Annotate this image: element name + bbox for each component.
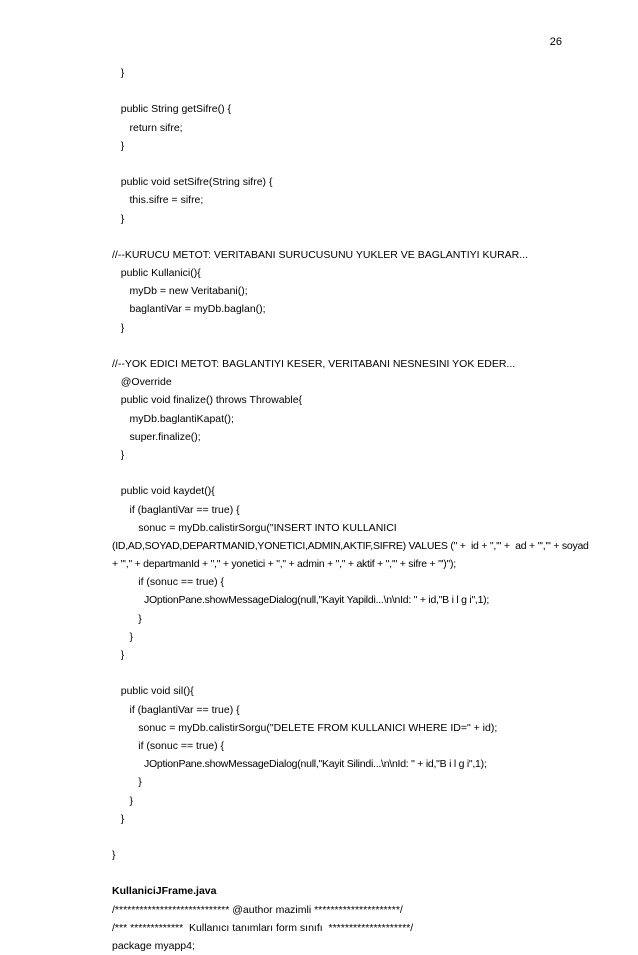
code-line: @Override bbox=[112, 376, 172, 389]
code-line: } bbox=[112, 612, 142, 625]
blank-line bbox=[112, 664, 582, 682]
code-line: public void setSifre(String sifre) { bbox=[112, 176, 273, 189]
code-listing bbox=[112, 64, 589, 955]
code-line: return sifre; bbox=[112, 121, 183, 134]
code-line: //--KURUCU METOT: VERITABANI SURUCUSUNU YUKLER VE BAGLANTIYI KURAR... bbox=[112, 248, 528, 261]
code-line: } bbox=[112, 812, 125, 825]
blank-line bbox=[112, 864, 582, 882]
code-line: } bbox=[112, 849, 116, 862]
code-line: + "'," + departmanId + "," + yonetici + "," + admin + "," + aktif + ",'" + sifre + "')"); bbox=[112, 558, 456, 571]
code-line: baglantiVar = myDb.baglan(); bbox=[112, 303, 266, 316]
blank-line bbox=[112, 82, 582, 100]
code-line: myDb = new Veritabani(); bbox=[112, 285, 248, 298]
code-line: JOptionPane.showMessageDialog(null,"Kayit Silindi...\n\nId: " + id,"B i l g i",1); bbox=[112, 758, 487, 771]
code-line: } bbox=[112, 794, 134, 807]
code-line: this.sifre = sifre; bbox=[112, 194, 204, 207]
code-line: /**************************** @author mazimli *********************/ bbox=[112, 903, 403, 916]
blank-line bbox=[112, 155, 582, 173]
page-number: 26 bbox=[549, 36, 562, 48]
code-line: sonuc = myDb.calistirSorgu("INSERT INTO KULLANICI bbox=[112, 521, 397, 534]
code-line: KullaniciJFrame.java bbox=[112, 885, 217, 898]
code-line: } bbox=[112, 212, 125, 225]
code-line: } bbox=[112, 630, 134, 643]
code-line: super.finalize(); bbox=[112, 430, 201, 443]
code-line: } bbox=[112, 448, 125, 461]
code-line: } bbox=[112, 67, 125, 79]
code-line: } bbox=[112, 649, 125, 661]
code-line: package myapp4; bbox=[112, 940, 195, 952]
code-line: myDb.baglantiKapat(); bbox=[112, 412, 234, 425]
code-line: if (sonuc == true) { bbox=[112, 576, 225, 589]
blank-line bbox=[112, 337, 582, 355]
code-line: public String getSifre() { bbox=[112, 103, 232, 116]
code-line: sonuc = myDb.calistirSorgu("DELETE FROM KULLANICI WHERE ID=" + id); bbox=[112, 721, 498, 734]
code-line: if (baglantiVar == true) { bbox=[112, 703, 240, 716]
code-line: public Kullanici(){ bbox=[112, 267, 201, 280]
code-line: (ID,AD,SOYAD,DEPARTMANID,YONETICI,ADMIN,AKTIF,SIFRE) VALUES (" + id + ",'" + ad + "','" + soyad bbox=[112, 539, 589, 552]
code-line: public void finalize() throws Throwable{ bbox=[112, 394, 303, 407]
code-line: if (sonuc == true) { bbox=[112, 739, 225, 752]
blank-line bbox=[112, 828, 582, 846]
code-line: /*** ************* Kullanıcı tanımları form sınıfı ********************/ bbox=[112, 921, 414, 934]
blank-line bbox=[112, 464, 582, 482]
code-line: //--YOK EDICI METOT: BAGLANTIYI KESER, VERITABANI NESNESINI YOK EDER... bbox=[112, 358, 516, 370]
blank-line bbox=[112, 228, 582, 246]
code-line: public void kaydet(){ bbox=[112, 485, 215, 498]
code-line: } bbox=[112, 139, 125, 152]
code-line: JOptionPane.showMessageDialog(null,"Kayit Yapildi...\n\nId: " + id,"B i l g i",1); bbox=[112, 594, 490, 607]
code-line: public void sil(){ bbox=[112, 685, 194, 698]
code-line: if (baglantiVar == true) { bbox=[112, 503, 240, 516]
code-line: } bbox=[112, 776, 142, 789]
code-line: } bbox=[112, 321, 125, 334]
